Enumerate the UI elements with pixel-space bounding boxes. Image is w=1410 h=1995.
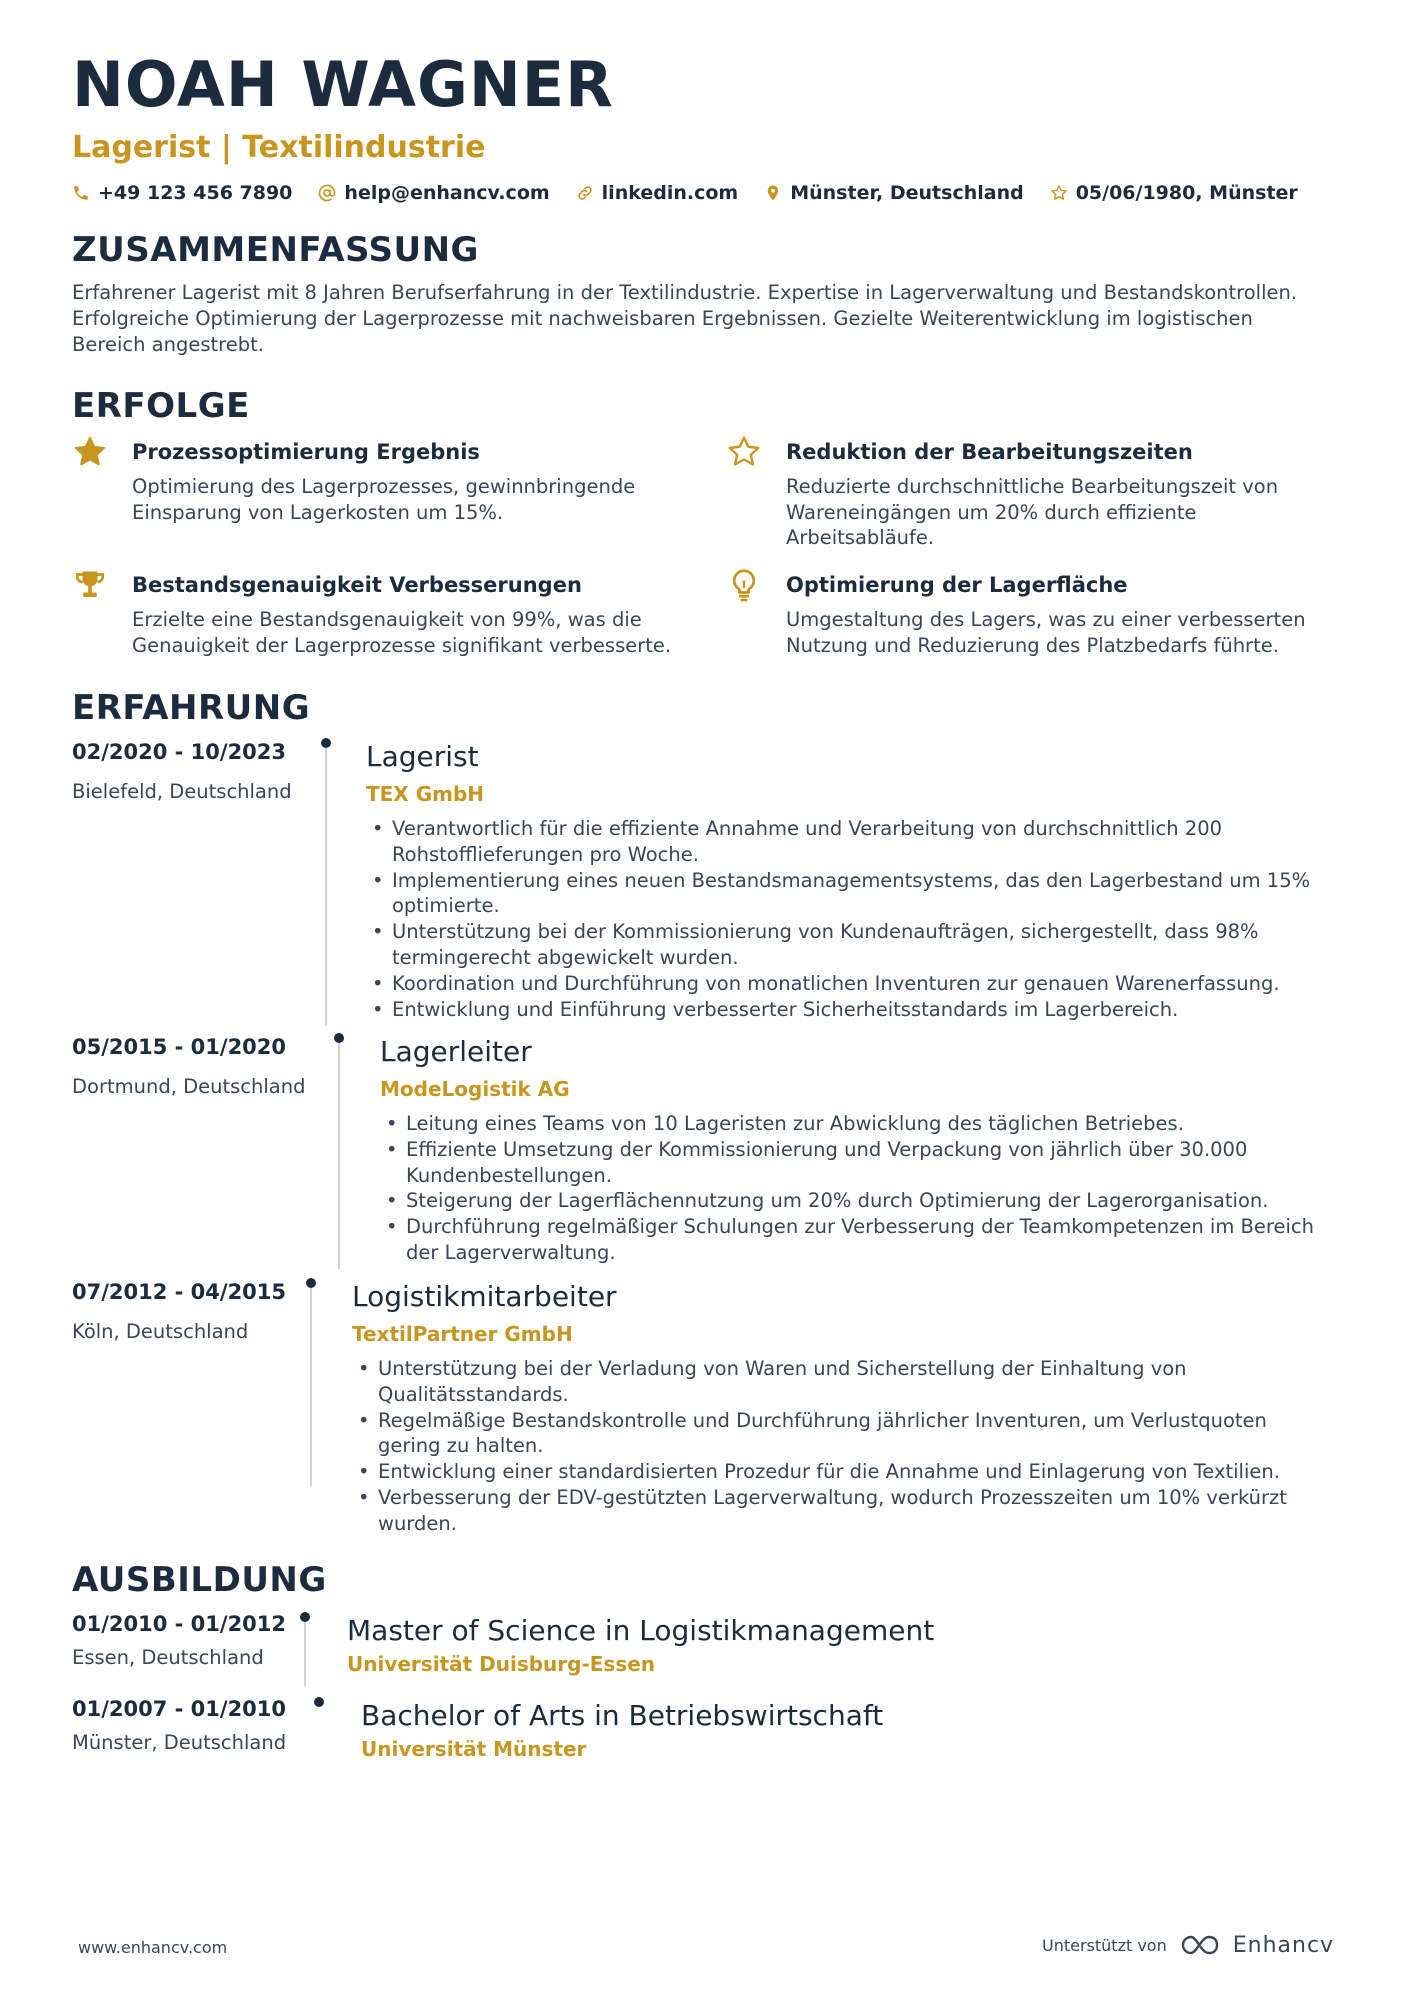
candidate-name: NOAH WAGNER — [72, 48, 614, 121]
contact-location — [764, 182, 1023, 204]
list-item: • Verantwortlich für die effiziente Annahme und Verarbeitung von durchschnittlich 200 Rohstofflieferungen pro Woche. — [366, 816, 1336, 868]
brand-logo[interactable] — [1179, 1932, 1334, 1958]
list-item: • Durchführung regelmäßiger Schulungen zur Verbesserung der Teamkompetenzen im Bereich der Lagerverwaltung. — [380, 1214, 1340, 1266]
achievements-heading: ERFOLGE — [72, 386, 250, 426]
edu-school: Universität Münster — [361, 1737, 587, 1761]
job-location: Köln, Deutschland — [72, 1320, 249, 1343]
education-heading: AUSBILDUNG — [72, 1560, 327, 1600]
job-subtitle: Lagerist | Textilindustrie — [72, 130, 486, 165]
list-item: • Regelmäßige Bestandskontrolle und Durchführung jährlicher Inventuren, um Verlustquoten gering zu halten. — [352, 1408, 1332, 1460]
list-item: • Entwicklung einer standardisierten Prozedur für die Annahme und Einlagerung von Textilien. — [352, 1459, 1332, 1485]
edu-location: Essen, Deutschland — [72, 1646, 264, 1669]
list-item: • Effiziente Umsetzung der Kommissionierung und Verpackung von jährlich über 30.000 Kundenbestellungen. — [380, 1137, 1340, 1189]
enhancv-logo-icon — [1179, 1932, 1225, 1958]
lightbulb-icon — [726, 567, 762, 603]
job-location: Dortmund, Deutschland — [72, 1075, 306, 1098]
job-company: TextilPartner GmbH — [352, 1322, 573, 1346]
timeline-line — [325, 748, 327, 1026]
achievement-title: Bestandsgenauigkeit Verbesserungen — [132, 573, 582, 597]
timeline-dot — [306, 1278, 316, 1288]
contact-email-text: help@enhancv.com — [344, 182, 550, 204]
timeline-dot — [314, 1697, 324, 1707]
brand-name: Enhancv — [1232, 1932, 1335, 1958]
edu-date: 01/2007 - 01/2010 — [72, 1697, 287, 1721]
job-date: 02/2020 - 10/2023 — [72, 740, 287, 764]
contact-linkedin[interactable] — [576, 182, 739, 204]
contact-phone-text: +49 123 456 7890 — [98, 182, 293, 204]
phone-icon — [72, 184, 90, 202]
timeline-dot — [321, 738, 331, 748]
contact-birth-text: 05/06/1980, Münster — [1075, 182, 1298, 204]
powered-by-text: Unterstützt von — [1042, 1935, 1167, 1955]
achievement-title: Prozessoptimierung Ergebnis — [132, 440, 480, 464]
edu-degree: Bachelor of Arts in Betriebswirtschaft — [361, 1699, 884, 1732]
timeline-line — [304, 1622, 306, 1686]
achievement-desc: Optimierung des Lagerprozesses, gewinnbringende Einsparung von Lagerkosten um 15%. — [132, 475, 636, 524]
timeline-line — [338, 1043, 340, 1269]
star-outline-icon — [726, 434, 762, 470]
contact-location-text: Münster, Deutschland — [790, 182, 1024, 204]
list-item: • Steigerung der Lagerflächennutzung um 20% durch Optimierung der Lagerorganisation. — [380, 1188, 1340, 1214]
location-pin-icon — [764, 184, 782, 202]
edu-date: 01/2010 - 01/2012 — [72, 1612, 287, 1636]
contact-linkedin-text: linkedin.com — [601, 182, 739, 204]
achievement-title: Reduktion der Bearbeitungszeiten — [786, 440, 1193, 464]
list-item: • Koordination und Durchführung von monatlichen Inventuren zur genauen Warenerfassung. — [366, 971, 1336, 997]
edu-school: Universität Duisburg-Essen — [347, 1652, 656, 1676]
timeline-line — [310, 1288, 312, 1486]
at-icon — [318, 184, 336, 202]
timeline-dot — [334, 1033, 344, 1043]
achievement-desc: Reduzierte durchschnittliche Bearbeitungszeit von Wareneingängen um 20% durch effiziente Arbeitsabläufe. — [786, 475, 1279, 549]
timeline-dot — [300, 1612, 310, 1622]
achievement-desc: Erzielte eine Bestandsgenauigkeit von 99%, was die Genauigkeit der Lagerprozesse signifikant verbesserte. — [132, 608, 672, 657]
achievement-title: Optimierung der Lagerfläche — [786, 573, 1128, 597]
contact-phone[interactable] — [72, 182, 292, 204]
contact-email[interactable] — [318, 182, 549, 204]
footer-powered — [1042, 1932, 1334, 1958]
job-role: Logistikmitarbeiter — [352, 1280, 617, 1313]
list-item: • Entwicklung und Einführung verbesserter Sicherheitsstandards im Lagerbereich. — [366, 997, 1336, 1023]
list-item: • Implementierung eines neuen Bestandsmanagementsystems, das den Lagerbestand um 15% optimierte. — [366, 868, 1336, 920]
edu-location: Münster, Deutschland — [72, 1731, 287, 1754]
list-item: • Leitung eines Teams von 10 Lageristen zur Abwicklung des täglichen Betriebes. — [380, 1111, 1340, 1137]
job-date: 07/2012 - 04/2015 — [72, 1280, 287, 1304]
job-role: Lagerleiter — [380, 1035, 532, 1068]
list-item: • Unterstützung bei der Kommissionierung von Kundenaufträgen, sichergestellt, dass 98% termingerecht abgewickelt wurden. — [366, 919, 1336, 971]
experience-heading: ERFAHRUNG — [72, 688, 311, 728]
list-item: • Verbesserung der EDV-gestützten Lagerverwaltung, wodurch Prozesszeiten um 10% verkürzt wurden. — [352, 1485, 1332, 1537]
job-bullets — [352, 1356, 1332, 1537]
edu-degree: Master of Science in Logistikmanagement — [347, 1614, 935, 1647]
summary-text: Erfahrener Lagerist mit 8 Jahren Berufserfahrung in der Textilindustrie. Expertise in Lagerverwaltung und Bestandskontrollen. Erfolgreiche Optimierung der Lagerprozesse mit nachweisbaren Ergebnissen. Gezielte Weiterentwicklung im logistischen Bereich angestrebt. — [72, 281, 1298, 356]
list-item: • Unterstützung bei der Verladung von Waren und Sicherstellung der Einhaltung von Qualitätsstandards. — [352, 1356, 1332, 1408]
job-company: ModeLogistik AG — [380, 1077, 570, 1101]
job-date: 05/2015 - 01/2020 — [72, 1035, 287, 1059]
contact-bar — [72, 182, 1298, 204]
trophy-icon — [72, 567, 108, 603]
star-icon — [1050, 184, 1068, 202]
link-icon — [576, 184, 594, 202]
footer-website[interactable]: www.enhancv.com — [78, 1938, 228, 1957]
job-bullets — [366, 816, 1336, 1022]
job-company: TEX GmbH — [366, 782, 484, 806]
job-role: Lagerist — [366, 740, 479, 773]
job-bullets — [380, 1111, 1340, 1266]
summary-heading: ZUSAMMENFASSUNG — [72, 230, 479, 270]
achievement-desc: Umgestaltung des Lagers, was zu einer verbesserten Nutzung und Reduzierung des Platzbedarfs führte. — [786, 608, 1306, 657]
job-location: Bielefeld, Deutschland — [72, 780, 292, 803]
contact-birth — [1050, 182, 1298, 204]
star-filled-icon — [72, 434, 108, 470]
